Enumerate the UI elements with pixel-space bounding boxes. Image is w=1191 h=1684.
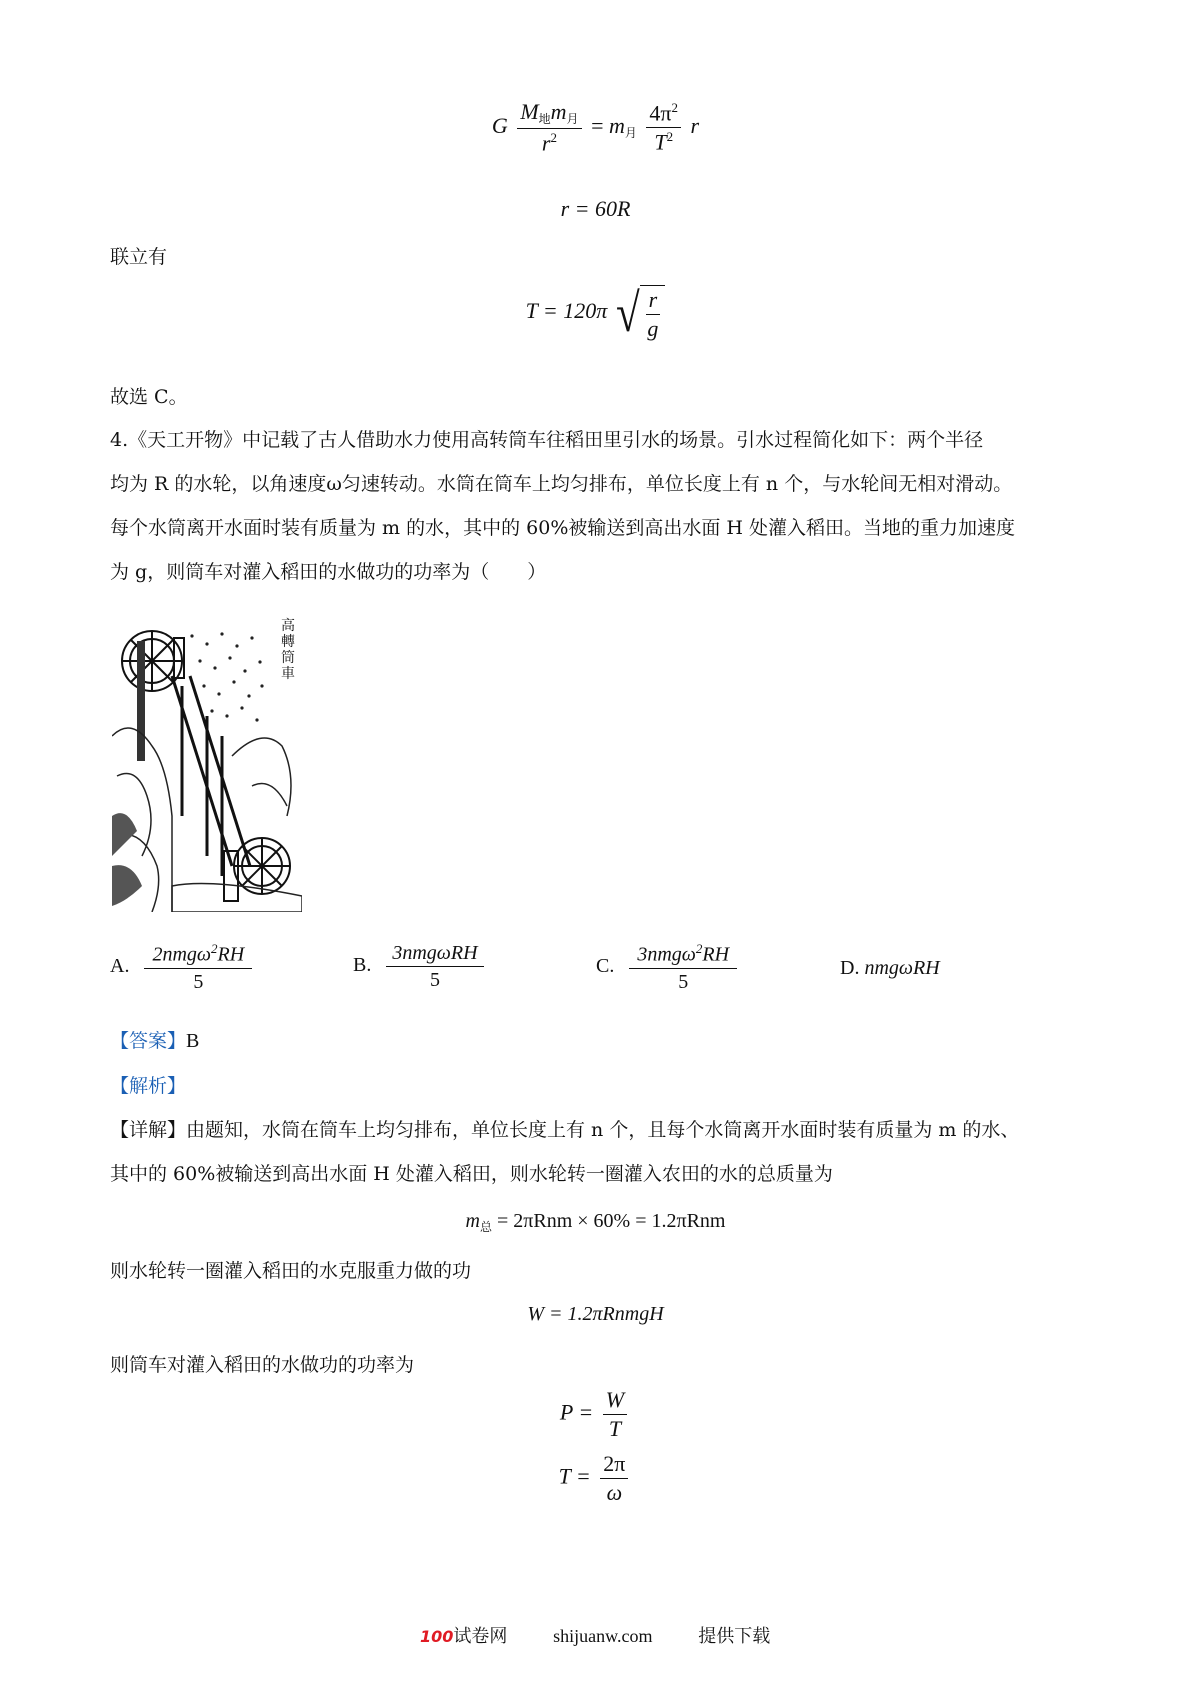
fraction <box>644 288 661 341</box>
detail-line: 其中的 60%被输送到高出水面 H 处灌入稻田，则水轮转一圈灌入农田的水的总质量为 <box>110 1163 833 1185</box>
eq-symbol: r <box>646 288 661 315</box>
question-line: 每个水筒离开水面时装有质量为 m 的水，其中的 60%被输送到高出水面 H 处灌入稻田。当地的重力加速度 <box>110 517 1016 539</box>
text-combine: 联立有 <box>110 246 168 268</box>
question-text: 《天工开物》中记载了古人借助水力使用高转筒车往稻田里引水的场景。引水过程简化如下：两个半径 <box>128 429 984 451</box>
text-choose: 故选 C。 <box>110 386 188 408</box>
eq-subscript: 月 <box>566 112 579 126</box>
footer-slogan: 提供下载 <box>698 1626 771 1647</box>
eq-subscript: 地 <box>538 112 551 126</box>
text-work: 则水轮转一圈灌入稻田的水克服重力做的功 <box>110 1260 472 1282</box>
fraction <box>144 942 252 993</box>
option-c <box>596 942 741 993</box>
eq-symbol: G <box>491 112 508 138</box>
equation-mass <box>0 1210 1191 1235</box>
eq-symbol: m <box>608 112 625 138</box>
option-value: RH <box>217 943 245 966</box>
eq-symbol: ω <box>606 1480 623 1506</box>
detail-tag: 【详解】 <box>110 1119 187 1141</box>
fraction <box>517 100 581 156</box>
eq-symbol: 4π <box>649 100 672 126</box>
equation-P <box>0 1388 1191 1441</box>
question-line: 均为 R 的水轮，以角速度ω匀速转动。水筒在筒车上均匀排布，单位长度上有 n 个，与水轮间无相对滑动。 <box>110 473 1013 495</box>
option-value: 5 <box>429 969 440 991</box>
eq-symbol: T = 120π <box>525 298 608 324</box>
eq-symbol: 2π <box>600 1452 628 1479</box>
fraction <box>386 942 483 991</box>
footer-site-name: 试卷网 <box>453 1626 508 1647</box>
question-line <box>110 418 1090 462</box>
answer-value: B <box>186 1030 200 1052</box>
waterwheel-illustration <box>112 616 302 912</box>
option-label: A. <box>110 954 130 977</box>
option-a <box>110 942 256 993</box>
equation-W: W = 1.2πRnmgH <box>527 1303 664 1325</box>
eq-symbol: W <box>603 1388 627 1415</box>
eq-subscript: 总 <box>479 1220 492 1234</box>
eq-symbol: T <box>608 1416 622 1442</box>
option-value: 3nmgωRH <box>386 942 483 967</box>
detail-text: 由题知，水筒在筒车上均匀排布，单位长度上有 n 个，且每个水筒离开水面时装有质量为 m 的水、 <box>186 1119 1020 1141</box>
eq-symbol: M <box>520 99 539 124</box>
eq-exponent: 2 <box>695 941 703 956</box>
question-number: 4. <box>110 429 129 451</box>
eq-symbol: m <box>465 1210 480 1232</box>
fraction <box>603 1388 627 1441</box>
footer-domain-link[interactable]: shijuanw.com <box>553 1626 653 1646</box>
woodcut-image <box>112 616 302 912</box>
option-b <box>353 942 488 991</box>
fraction <box>600 1452 628 1505</box>
equation-T2 <box>0 1452 1191 1505</box>
answer-tag: 【答案】 <box>110 1030 187 1052</box>
footer <box>420 1622 770 1648</box>
eq-symbol: P = <box>559 1399 594 1425</box>
eq-symbol: T <box>654 129 667 155</box>
option-d <box>840 957 940 980</box>
logo: 100 <box>420 1627 454 1646</box>
equation-gravity <box>0 100 1191 156</box>
option-value: 5 <box>678 970 689 993</box>
eq-symbol: r <box>690 112 700 138</box>
eq-exponent: 2 <box>211 941 218 956</box>
eq-operator: = <box>591 112 604 138</box>
eq-symbol: m <box>550 99 567 124</box>
option-value: 2nmgω <box>152 943 212 966</box>
answer-line <box>110 1026 199 1053</box>
equation-r: r = 60R <box>560 196 631 221</box>
eq-exponent: 2 <box>666 129 674 145</box>
option-label: C. <box>596 954 615 977</box>
question-line: 为 g，则筒车对灌入稻田的水做功的功率为（ ） <box>110 561 547 583</box>
sqrt <box>613 283 666 344</box>
radical-sign: √ <box>615 283 640 344</box>
detail-paragraph <box>110 1108 1090 1196</box>
option-label: B. <box>353 954 372 977</box>
eq-exponent: 2 <box>550 130 557 146</box>
analysis-tag: 【解析】 <box>110 1075 187 1097</box>
option-label: D. <box>840 957 860 979</box>
fraction <box>629 942 737 993</box>
option-value: nmgωRH <box>864 957 940 979</box>
question-4 <box>110 418 1090 594</box>
option-value: RH <box>702 943 730 966</box>
option-value: 5 <box>193 970 204 993</box>
eq-text: = 2πRnm × 60% = 1.2πRnm <box>491 1210 726 1232</box>
eq-exponent: 2 <box>671 99 678 115</box>
text-power: 则筒车对灌入稻田的水做功的功率为 <box>110 1354 415 1376</box>
detail-line <box>110 1108 1090 1152</box>
eq-symbol: r <box>541 130 551 156</box>
eq-subscript: 月 <box>624 125 637 140</box>
figure-caption: 高轉筒車 <box>281 618 295 682</box>
option-value: 3nmgω <box>637 943 696 966</box>
eq-symbol: g <box>647 316 659 342</box>
equation-T <box>0 283 1191 344</box>
fraction <box>646 101 681 155</box>
eq-symbol: T = <box>558 1463 591 1489</box>
